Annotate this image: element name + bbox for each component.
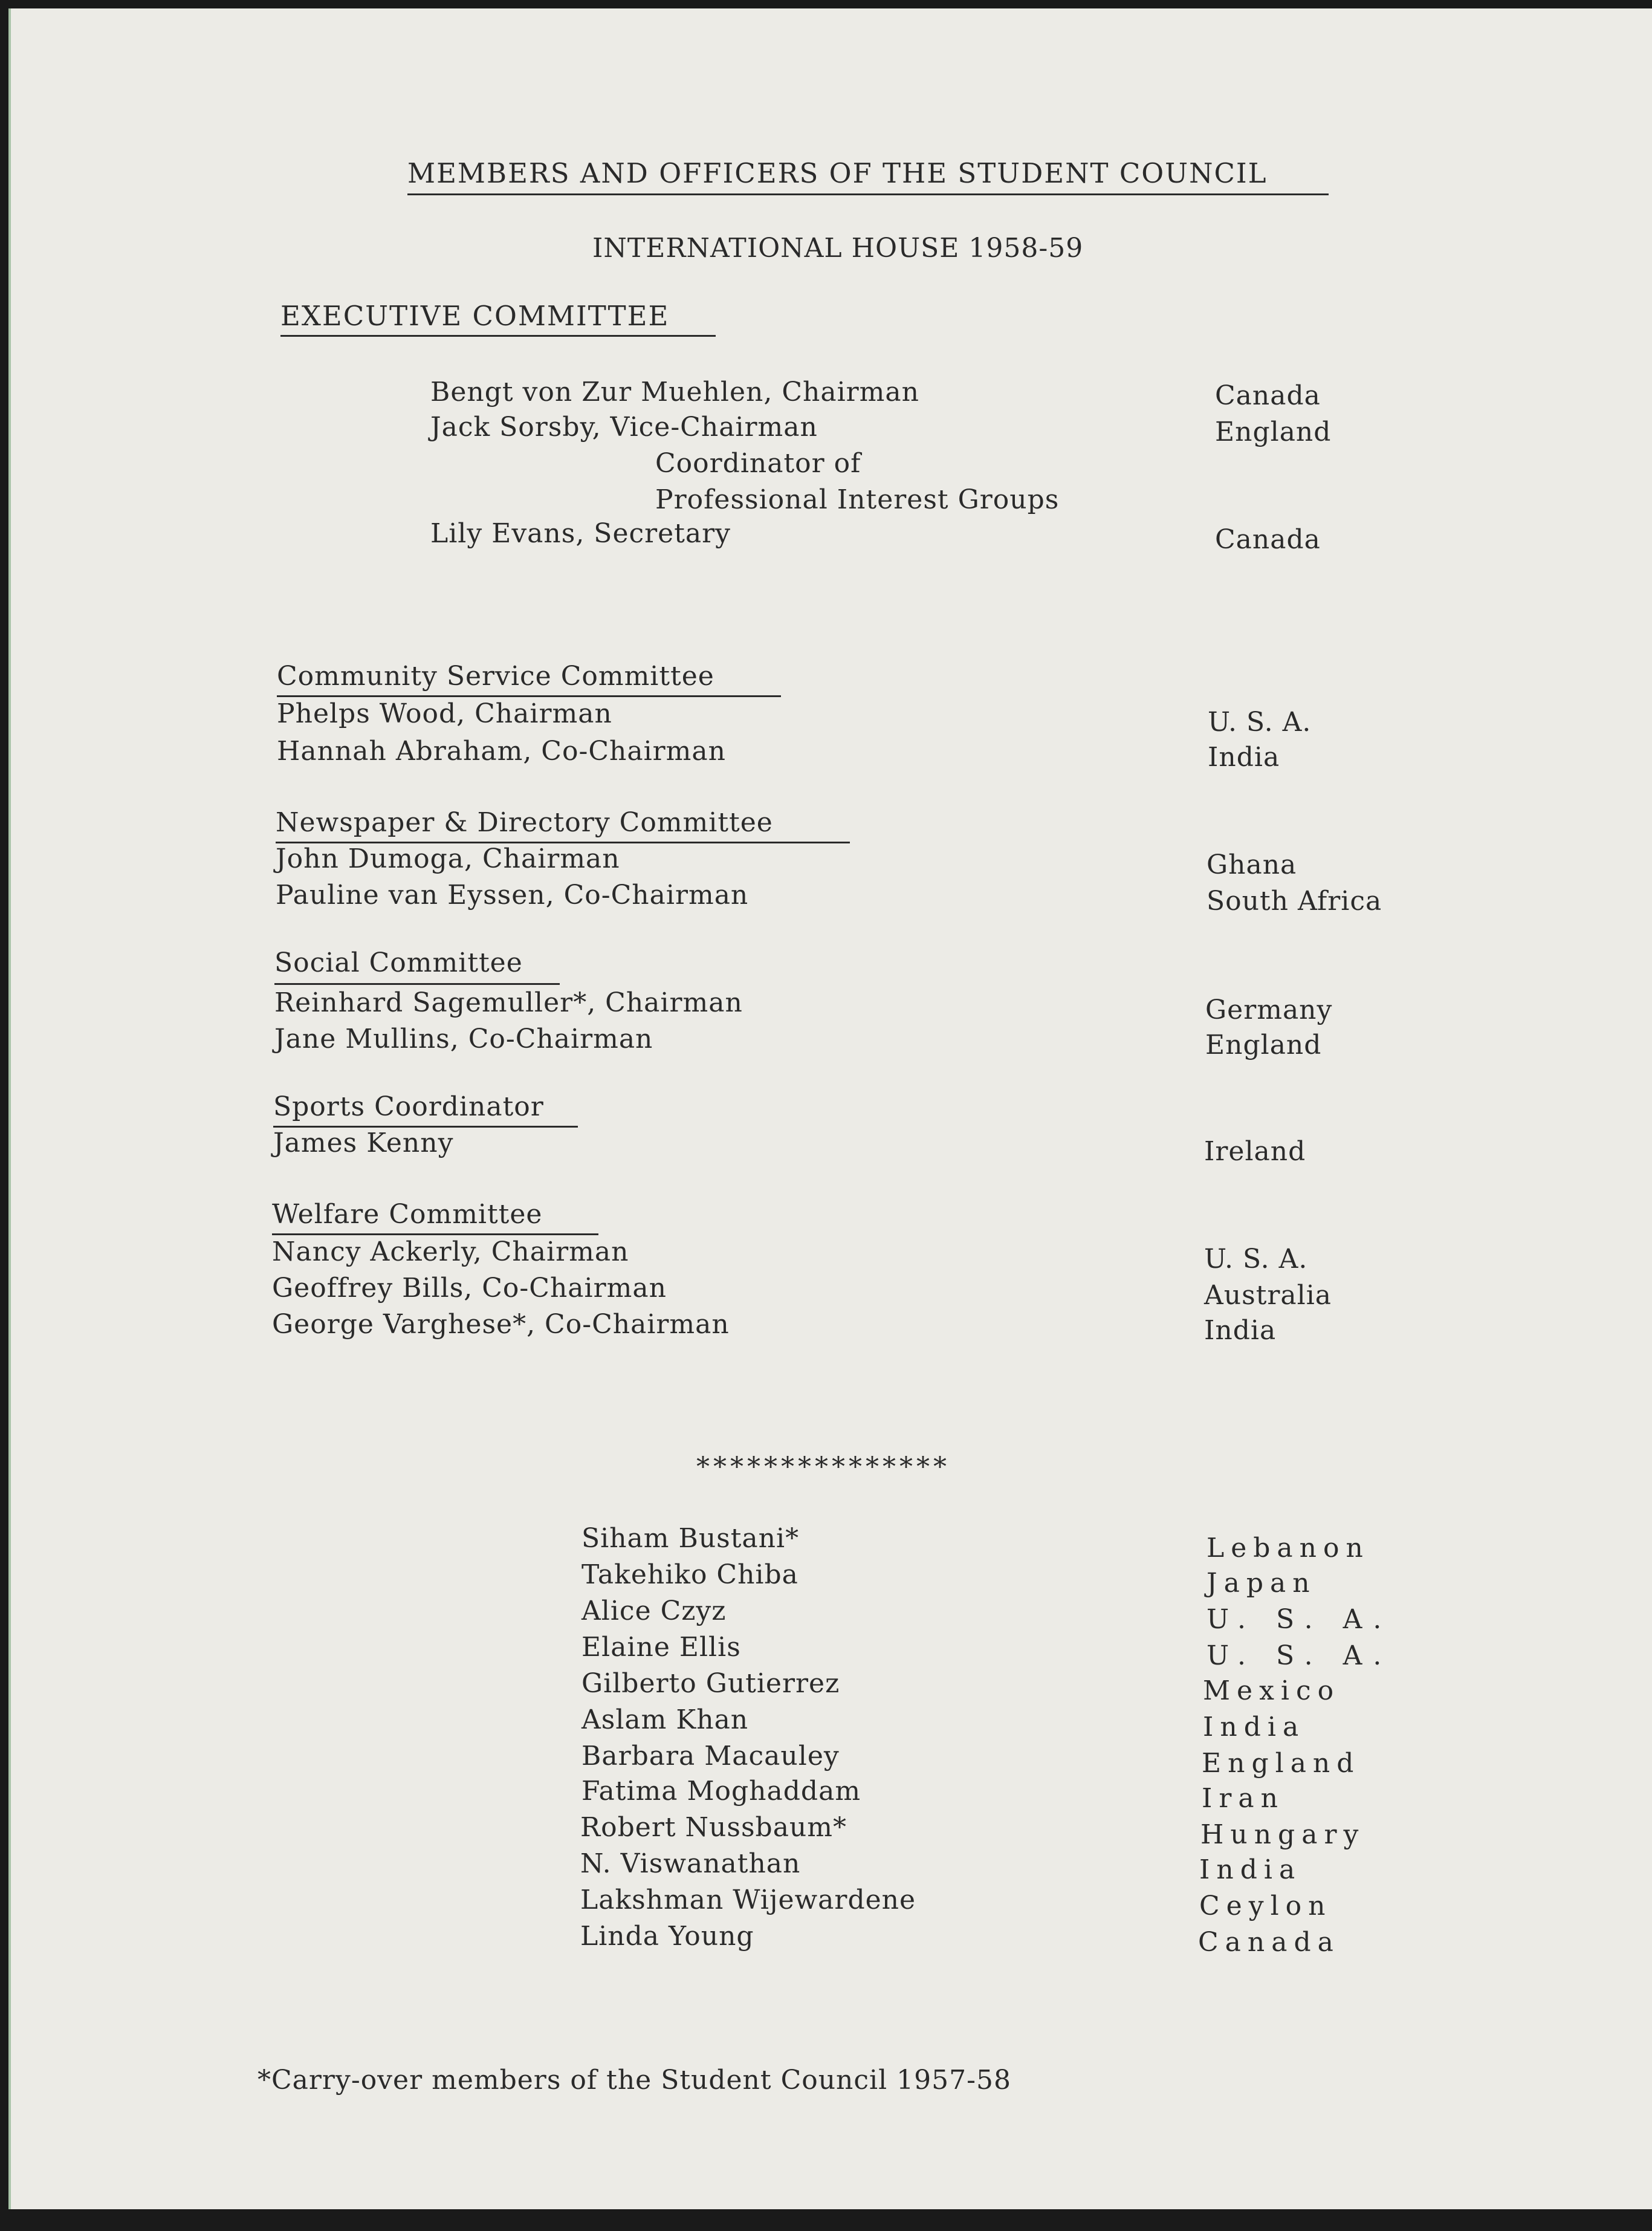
member-name: Alice Czyz — [581, 1596, 727, 1626]
executive-row-country: Canada — [1215, 380, 1321, 411]
committee-title: Newspaper & Directory Committee — [276, 807, 773, 838]
member-country: Iran — [1202, 1783, 1284, 1814]
committee-row-country: U. S. A. — [1208, 707, 1312, 738]
page-subtitle: INTERNATIONAL HOUSE 1958-59 — [592, 233, 1084, 264]
committee-row-country: Germany — [1205, 995, 1333, 1025]
committee-row-name: Nancy Ackerly, Chairman — [272, 1236, 629, 1267]
committee-title: Sports Coordinator — [273, 1091, 544, 1122]
committee-row-name: Reinhard Sagemuller*, Chairman — [274, 987, 743, 1018]
executive-row-name: Professional Interest Groups — [655, 484, 1060, 515]
member-country: U. S. A. — [1207, 1640, 1393, 1671]
executive-row-country: England — [1215, 417, 1332, 447]
asterisk-separator: *************** — [696, 1452, 950, 1482]
executive-committee-title: EXECUTIVE COMMITTEE — [280, 300, 670, 332]
member-country: Ceylon — [1199, 1891, 1332, 1921]
page-title-underline — [407, 193, 1329, 195]
member-name: Aslam Khan — [581, 1704, 749, 1735]
document-sheet — [8, 8, 1652, 2209]
committee-row-name: Jane Mullins, Co-Chairman — [274, 1024, 653, 1054]
executive-row-name: Bengt von Zur Muehlen, Chairman — [430, 377, 919, 408]
committee-row-name: Hannah Abraham, Co-Chairman — [277, 736, 726, 767]
member-country: Canada — [1198, 1927, 1340, 1958]
committee-row-country: Ghana — [1207, 849, 1297, 880]
committee-row-name: Geoffrey Bills, Co-Chairman — [272, 1273, 667, 1304]
member-country: India — [1199, 1854, 1302, 1885]
committee-row-country: India — [1208, 742, 1280, 773]
member-name: Fatima Moghaddam — [581, 1776, 861, 1807]
committee-row-country: India — [1204, 1315, 1277, 1346]
member-name: Linda Young — [580, 1921, 754, 1952]
member-name: Robert Nussbaum* — [580, 1812, 847, 1843]
member-name: Gilberto Gutierrez — [581, 1668, 840, 1699]
member-country: U. S. A. — [1207, 1604, 1393, 1635]
committee-row-name: James Kenny — [273, 1128, 454, 1158]
member-name: Takehiko Chiba — [581, 1559, 798, 1590]
member-name: Siham Bustani* — [581, 1523, 800, 1554]
committee-title-underline — [274, 983, 560, 985]
committee-title-underline — [272, 1233, 598, 1235]
committee-row-country: England — [1205, 1030, 1322, 1060]
committee-row-name: Phelps Wood, Chairman — [277, 698, 612, 729]
member-country: India — [1203, 1712, 1306, 1742]
executive-row-country: Canada — [1215, 524, 1321, 555]
committee-title-underline — [277, 695, 781, 697]
member-country: Mexico — [1203, 1675, 1341, 1706]
executive-committee-underline — [280, 335, 716, 337]
executive-row-name: Jack Sorsby, Vice-Chairman — [430, 412, 818, 443]
committee-title: Social Committee — [274, 947, 523, 978]
member-name: Elaine Ellis — [581, 1632, 741, 1663]
committee-row-name: John Dumoga, Chairman — [276, 843, 620, 874]
member-country: Japan — [1207, 1568, 1317, 1599]
member-country: Lebanon — [1207, 1533, 1370, 1564]
committee-row-country: Australia — [1204, 1280, 1332, 1311]
member-name: Lakshman Wijewardene — [580, 1885, 916, 1915]
committee-row-name: George Varghese*, Co-Chairman — [272, 1309, 730, 1340]
member-country: Hungary — [1200, 1819, 1365, 1850]
committee-row-name: Pauline van Eyssen, Co-Chairman — [276, 880, 749, 911]
committee-row-country: U. S. A. — [1204, 1244, 1308, 1275]
executive-row-name: Coordinator of — [655, 448, 861, 479]
footnote: *Carry-over members of the Student Council 1957-58 — [258, 2065, 1012, 2096]
executive-row-name: Lily Evans, Secretary — [430, 518, 731, 549]
committee-row-country: South Africa — [1207, 886, 1382, 917]
committee-row-country: Ireland — [1204, 1136, 1306, 1167]
member-name: N. Viswanathan — [580, 1848, 801, 1879]
committee-title: Community Service Committee — [277, 661, 714, 692]
member-name: Barbara Macauley — [581, 1741, 840, 1771]
member-country: England — [1202, 1748, 1361, 1779]
committee-title: Welfare Committee — [272, 1199, 543, 1230]
page-title: MEMBERS AND OFFICERS OF THE STUDENT COUNCIL — [407, 157, 1268, 189]
